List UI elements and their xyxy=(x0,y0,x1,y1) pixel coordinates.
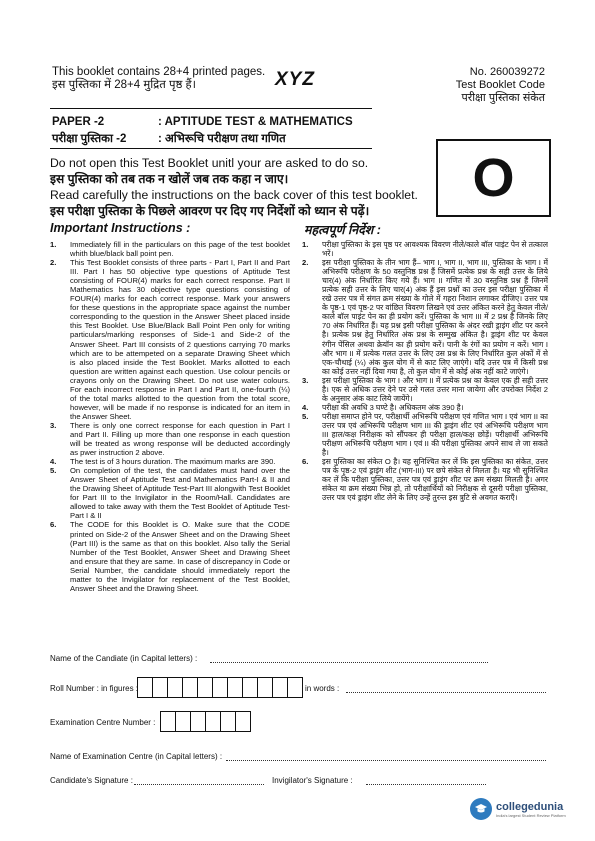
instruction-item-hi: 6. इस पुस्तिका का संकेत O है। यह सुनिश्चित कर लें कि इस पुस्तिका का संकेत, उत्तर पत्र के पृष्ठ-2 एवं ड्राइंग शीट (भाग-III) पर छपे संकेत से मिलता है। यह भी सुनिश्चित कर लें कि परीक्षा पुस्तिका, उत्तर पत्र एवं ड्राइंग शीट पर क्रम संख्या मिलती है। अगर संकेत या क्रम संख्या भिन्न हो, तो परीक्षार्थियों को निरीक्षक से दूसरी परीक्षा पुस्तिका, उत्तर पत्र एवं ड्राइंग शीट लेने के लिए उन्हें तुरन्त इस त्रुटि से अवगत कराएँ। xyxy=(302,457,548,503)
digit-box[interactable] xyxy=(190,711,206,732)
roll-number-boxes[interactable] xyxy=(137,677,302,698)
digit-box[interactable] xyxy=(220,711,236,732)
digit-box[interactable] xyxy=(205,711,221,732)
booklet-code-hi: परीक्षा पुस्तिका संकेत xyxy=(461,92,545,104)
digit-box[interactable] xyxy=(137,677,153,698)
digit-box[interactable] xyxy=(197,677,213,698)
digit-box[interactable] xyxy=(242,677,258,698)
candidate-signature-field[interactable] xyxy=(134,775,264,785)
do-not-open-hi: इस पुस्तिका को तब तक न खोलें जब तक कहा न जाए। xyxy=(50,172,289,186)
instructions-en-list xyxy=(50,240,290,630)
digit-box[interactable] xyxy=(175,711,191,732)
instructions-hi-list xyxy=(302,240,548,630)
watermark-brand: collegedunia xyxy=(496,800,564,813)
graduation-cap-icon xyxy=(470,798,492,820)
important-instructions-heading: Important Instructions : xyxy=(50,221,191,235)
instruction-item: 2. This Test Booklet consists of three parts - Part I, Part II and Part III. Part I has 50 objective type questions of Aptitude Test consisting of FOUR(4) marks for each correct response. Part II Mathematics has 30 objective type questions consisting of FOUR(4) marks for each correct response. Mark your answers for these questions in the appropriate space against the number corresponding to the question in the Answer Sheet placed inside this Test Booklet. Use Blue/Black Ball Point Pen only for writing particulars/marking responses of Side-1 and Side-2 of the Answer Sheet. Part III consists of 2 questions carrying 70 marks which are to be attempeted on a separate Drawing Sheet which is also placed inside the Test Booklet. Marks allotted to each question are written against each question. Use colour pencils or crayons only on the Drawing Sheet. Do not use water colours. For each incorrect response in Part I and Part II, one-fourth (¼) of the total marks allotted to the question from the total score, however, will be made if no response is indicated for an item in the Answer Sheet. xyxy=(50,258,290,421)
printed-pages-en: This booklet contains 28+4 printed pages. xyxy=(52,66,266,78)
centre-number-boxes[interactable] xyxy=(160,711,250,732)
candidate-name-label: Name of the Candiate (in Capital letters) : xyxy=(50,654,198,663)
digit-box[interactable] xyxy=(235,711,251,732)
booklet-code-en: Test Booklet Code xyxy=(455,79,545,91)
do-not-open-en: Do not open this Test Booklet unitl your are asked to do so. xyxy=(50,156,369,170)
instruction-item-hi: 3. इस परीक्षा पुस्तिका के भाग I और भाग II में प्रत्येक प्रश्न का केवल एक ही सही उत्तर है। एक से अधिक उत्तर देने पर उसे गलत उत्तर माना जायेगा और उपरोक्त निर्देश 2 के अनुसार अंक काट लिये जायेंगे। xyxy=(302,375,548,403)
printed-pages-hi: इस पुस्तिका में 28+4 मुद्रित पृष्ठ हैं। xyxy=(52,79,197,91)
instruction-item: 6. The CODE for this Booklet is O. Make sure that the CODE printed on Side-2 of the Answer Sheet and on the Drawing Sheet (Part III) is the same as that on this booklet. Also tally the Serial Number of the Test Booklet, Answer Sheet and Drawing Sheet and ensure that they are same. In case of discrepancy in Code or Serial Number, the candidate should immediately report the matter to the Invigilator for replacement of the Test Booklet, Answer Sheet and the Drawing Sheet. xyxy=(50,520,290,593)
digit-box[interactable] xyxy=(160,711,176,732)
digit-box[interactable] xyxy=(212,677,228,698)
watermark-tagline: India's largest Student Review Platform xyxy=(496,812,566,818)
candidate-name-field[interactable] xyxy=(210,653,488,663)
paper-divider xyxy=(50,148,372,149)
roll-words-field[interactable] xyxy=(346,683,546,693)
digit-box[interactable] xyxy=(152,677,168,698)
paper-title-hi: : अभिरूचि परीक्षण तथा गणित xyxy=(158,133,286,145)
instruction-item-hi: 1. परीक्षा पुस्तिका के इस पृष्ठ पर आवश्यक विवरण नीले/काले बॉल पाइंट पेन से तत्काल भरें। xyxy=(302,240,548,259)
instruction-item-hi: 2. इस परीक्षा पुस्तिका के तीन भाग हैं– भाग I, भाग II, भाग III, पुस्तिका के भाग I में अभिरूचि परीक्षण के 50 वस्तुनिष्ठ प्रश्न हैं जिसमें प्रत्येक प्रश्न के सही उत्तर के लिये चार(4) अंक निर्धारित किए गये हैं। भाग II गणित में 30 वस्तुनिष्ठ प्रश्न हैं जिनमें प्रत्येक सही उत्तर के लिए चार(4) अंक हैं इस प्रश्नों का उत्तर इस परीक्षा पुस्तिका में रखे उत्तर पत्र में संगत क्रम संख्या के गोले में गहरा निशान लगाकर दीजिए। उत्तर पत्र के पृष्ठ-1 एवं पृष्ठ-2 पर वांछित विवरण लिखने एवं उत्तर अंकित करने हेतु केवल नीले/काले बॉल पाइंट पेन का ही प्रयोग करें। पुस्तिका के भाग III में 2 प्रश्न है जिनके लिए 70 अंक निर्धारित हैं। यह प्रश्न इसी परीक्षा पुस्तिका के अंदर रखी ड्राइंग शीट पर करने है। प्रत्येक प्रश्न हेतु निर्धारित अंक प्रश्न के सम्मुख अंकित है। ड्राइंग शीट पर केवल रंगीन पेंसिल अथवा क्रेयॉन का ही प्रयोग करें। पानी के रंगों का प्रयोग न करें। भाग I और भाग II में प्रत्येक गलत उत्तर के लिए उस प्रश्न के लिए निर्धारित कुल अंकों में से एक-चौथाई (¼) अंक कुल योग में से काट लिए जाएंगे। यदि उत्तर पत्र में किसी प्रश्न का कोई उत्तर नहीं दिया गया है, तो कुल योग में से कोई अंक नहीं काटे जाएंगे। xyxy=(302,258,548,376)
candidate-signature-label: Candidate's Signature : xyxy=(50,776,133,785)
important-instructions-heading-hi: महत्वपूर्ण निर्देश : xyxy=(304,223,381,237)
centre-number-label: Examination Centre Number : xyxy=(50,718,156,727)
digit-box[interactable] xyxy=(167,677,183,698)
centre-name-label: Name of Examination Centre (in Capital letters) : xyxy=(50,752,223,761)
digit-box[interactable] xyxy=(227,677,243,698)
booklet-code-box: O xyxy=(436,139,551,217)
roll-words-label: in words : xyxy=(305,684,340,693)
invigilator-signature-field[interactable] xyxy=(366,775,486,785)
instruction-item: 5. On completion of the test, the candidates must hand over the Answer Sheet of Aptitude Test and Mathematics Part-I & II and the Drawing Sheet of Aptitude Test-Part III alongwith Test Booklet for Part III to the Invigilator in the Room/Hall. Candidates are allowed to take away with them the Test Booklet of Aptitude Test-Part I & II xyxy=(50,466,290,521)
instruction-item: 4. The test is of 3 hours duration. The maximum marks are 390. xyxy=(50,457,276,467)
digit-box[interactable] xyxy=(272,677,288,698)
read-instructions-hi: इस परीक्षा पुस्तिका के पिछले आवरण पर दिए गए निर्देशों को ध्यान से पढ़ें। xyxy=(50,204,370,218)
header-divider xyxy=(50,108,372,109)
digit-box[interactable] xyxy=(182,677,198,698)
instruction-item-hi: 4. परीक्षा की अवधि 3 घण्टे है। अधिकतम अंक 390 है। xyxy=(302,402,464,412)
read-instructions-en: Read carefully the instructions on the back cover of this test booklet. xyxy=(50,188,418,202)
invigilator-signature-label: Invigilator's Signature : xyxy=(272,776,353,785)
digit-box[interactable] xyxy=(287,677,303,698)
paper-title-en: : APTITUDE TEST & MATHEMATICS xyxy=(158,116,353,128)
roll-number-label: Roll Number : in figures : xyxy=(50,684,139,693)
brand-logo: XYZ xyxy=(275,69,315,90)
instruction-item: 1. Immediately fill in the particulars on this page of the test booklet whith blue/black ball point pen. xyxy=(50,240,290,259)
paper-label-hi: परीक्षा पुस्तिका -2 xyxy=(52,133,127,145)
centre-name-field[interactable] xyxy=(226,751,546,761)
instruction-item-hi: 5. परीक्षा समाप्त होने पर, परीक्षार्थी अभिरूचि परीक्षण एवं गणित भाग I एवं भाग II का उत्तर पत्र एवं अभिरूचि परीक्षण भाग III की ड्राइंग शीट एवं अभिरूचि परीक्षण भाग III हाल/कक्ष निरीक्षक को सौंपकर ही परीक्षा हाल/कक्ष छोड़ें। परीक्षार्थी अभिरूचि परीक्षण अभिरूचि परीक्षण भाग I एवं II की परीक्षा पुस्तिका अपने साथ ले जा सकते है। xyxy=(302,411,548,458)
digit-box[interactable] xyxy=(257,677,273,698)
paper-label-en: PAPER -2 xyxy=(52,116,105,128)
booklet-number: No. 260039272 xyxy=(469,66,545,78)
collegedunia-logo xyxy=(470,798,566,820)
instruction-item: 3. There is only one correct response for each question in Part I and Part II. Filling up more than one response in each question will be treated as wrong response will be deducted accordingly as pwer instruction 2 above. xyxy=(50,420,290,458)
